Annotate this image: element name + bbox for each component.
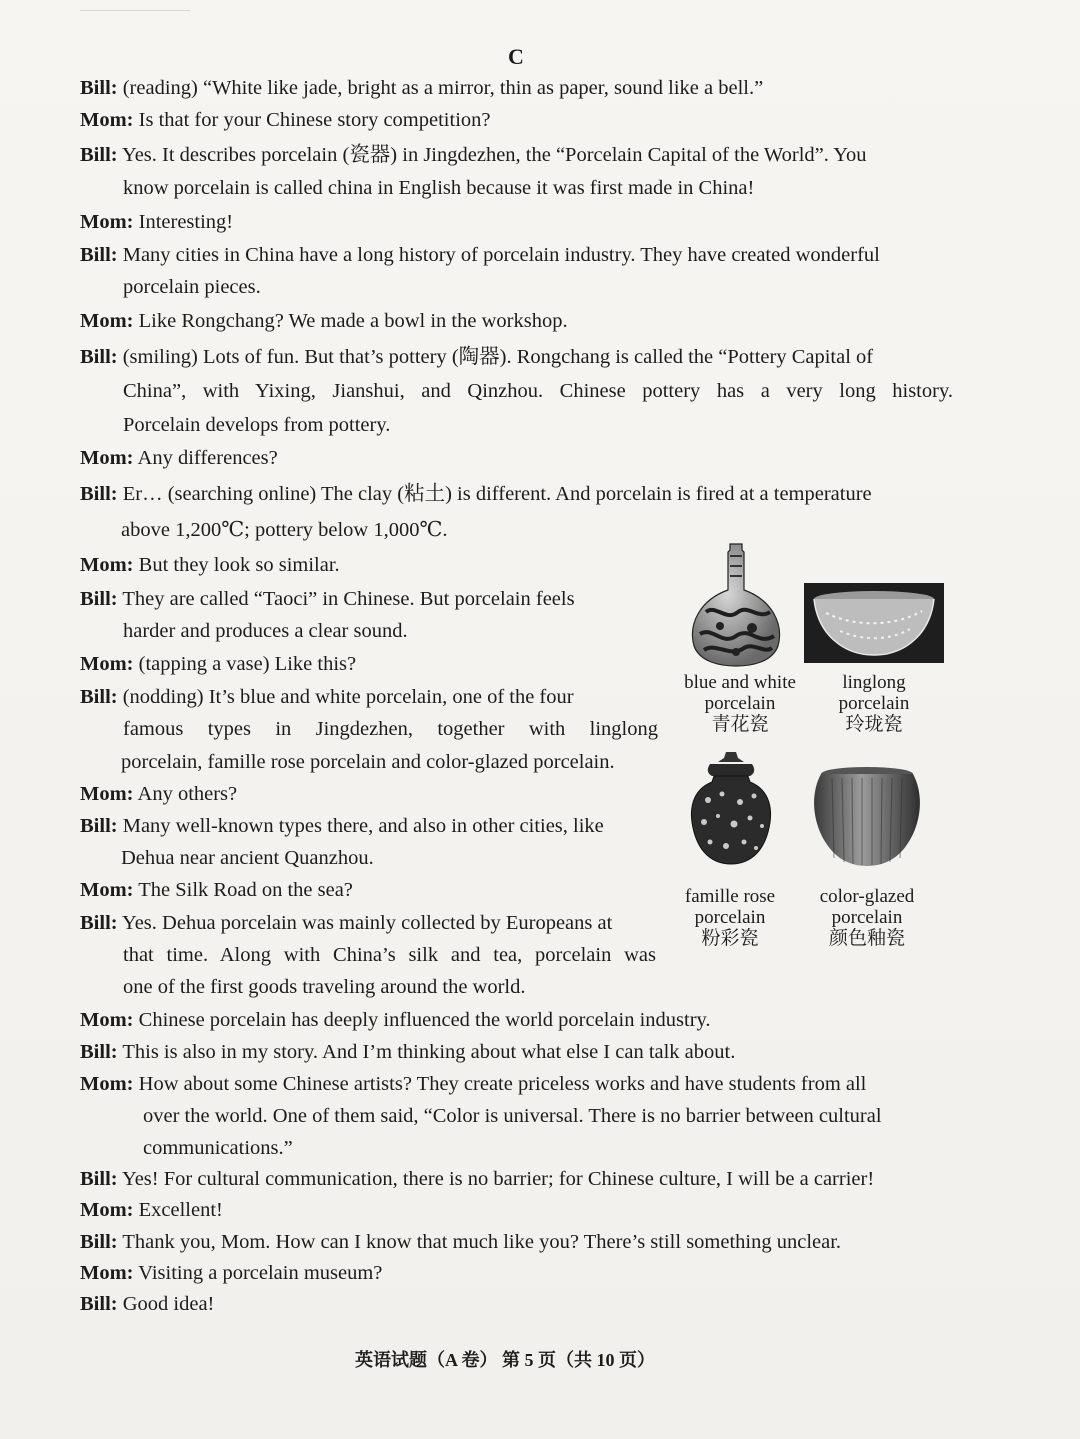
dialogue-line: one of the first goods traveling around the world. — [123, 976, 526, 998]
dialogue-line: porcelain pieces. — [123, 276, 261, 298]
dialogue-line: Mom: How about some Chinese artists? They create priceless works and have students from all — [80, 1073, 867, 1095]
dialogue-line: Mom: Visiting a porcelain museum? — [80, 1262, 383, 1284]
caption-famille-rose: famille rose porcelain 粉彩瓷 — [684, 886, 776, 949]
caption-blue-white: blue and white porcelain 青花瓷 — [684, 672, 796, 735]
page-footer: 英语试题（A 卷） 第 5 页（共 10 页） — [354, 1350, 655, 1370]
dialogue-line: Mom: The Silk Road on the sea? — [80, 879, 353, 901]
dialogue-line: Bill: (nodding) It’s blue and white porcelain, one of the four — [80, 686, 574, 708]
famille-rose-jar-icon — [688, 750, 774, 868]
dialogue-line: Bill: Yes! For cultural communication, there is no barrier; for Chinese culture, I will be a carrier! — [80, 1168, 875, 1190]
dialogue-line: communications.” — [143, 1137, 293, 1159]
color-glazed-pot-icon — [808, 764, 926, 868]
dialogue-line: know porcelain is called china in English because it was first made in China! — [123, 177, 755, 199]
dialogue-line: Bill: Yes. Dehua porcelain was mainly collected by Europeans at — [80, 912, 613, 934]
dialogue-line: Bill: (smiling) Lots of fun. But that’s pottery (陶器). Rongchang is called the “Pottery Capital of — [80, 346, 874, 368]
section-heading: C — [508, 44, 524, 69]
dialogue-line: Bill: Many well-known types there, and also in other cities, like — [80, 815, 604, 837]
scan-mark — [80, 10, 190, 11]
caption-color-glazed: color-glazed porcelain 颜色釉瓷 — [819, 886, 915, 949]
linglong-bowl-icon — [804, 583, 944, 663]
dialogue-line: above 1,200℃; pottery below 1,000℃. — [121, 519, 448, 541]
dialogue-line: Mom: Any others? — [80, 783, 238, 805]
dialogue-line: Bill: They are called “Taoci” in Chinese. But porcelain feels — [80, 588, 575, 610]
dialogue-line: China”, with Yixing, Jianshui, and Qinzhou. Chinese pottery has a very long history. — [123, 380, 953, 402]
dialogue-line: Bill: Good idea! — [80, 1293, 215, 1315]
dialogue-line: Bill: This is also in my story. And I’m thinking about what else I can talk about. — [80, 1041, 736, 1063]
dialogue-line: Bill: Er… (searching online) The clay (粘土) is different. And porcelain is fired at a temperature — [80, 483, 872, 505]
dialogue-line: Mom: Interesting! — [80, 211, 234, 233]
dialogue-line: Mom: Like Rongchang? We made a bowl in the workshop. — [80, 310, 568, 332]
dialogue-line: Mom: Chinese porcelain has deeply influenced the world porcelain industry. — [80, 1009, 711, 1031]
dialogue-line: Bill: Yes. It describes porcelain (瓷器) in Jingdezhen, the “Porcelain Capital of the World”. You — [80, 144, 867, 166]
dialogue-line: Bill: Thank you, Mom. How can I know that much like you? There’s still something unclear. — [80, 1231, 842, 1253]
dialogue-line: Mom: But they look so similar. — [80, 554, 340, 576]
dialogue-line: over the world. One of them said, “Color is universal. There is no barrier between cultural — [143, 1105, 882, 1127]
dialogue-line: Mom: Any differences? — [80, 447, 278, 469]
dialogue-line: Porcelain develops from pottery. — [123, 414, 391, 436]
caption-linglong: linglong porcelain 玲珑瓷 — [838, 672, 910, 735]
dialogue-line: that time. Along with China’s silk and tea, porcelain was — [123, 944, 656, 966]
dialogue-line: Mom: (tapping a vase) Like this? — [80, 653, 357, 675]
dialogue-line: Bill: (reading) “White like jade, bright as a mirror, thin as paper, sound like a bell.” — [80, 77, 764, 99]
dialogue-line: porcelain, famille rose porcelain and color-glazed porcelain. — [121, 751, 615, 773]
dialogue-line: famous types in Jingdezhen, together with linglong — [123, 718, 658, 740]
dialogue-line: Mom: Excellent! — [80, 1199, 223, 1221]
blue-white-vase-icon — [686, 542, 786, 668]
dialogue-line: harder and produces a clear sound. — [123, 620, 408, 642]
dialogue-line: Bill: Many cities in China have a long history of porcelain industry. They have created wonderful — [80, 244, 880, 266]
dialogue-line: Dehua near ancient Quanzhou. — [121, 847, 374, 869]
dialogue-line: Mom: Is that for your Chinese story competition? — [80, 109, 491, 131]
